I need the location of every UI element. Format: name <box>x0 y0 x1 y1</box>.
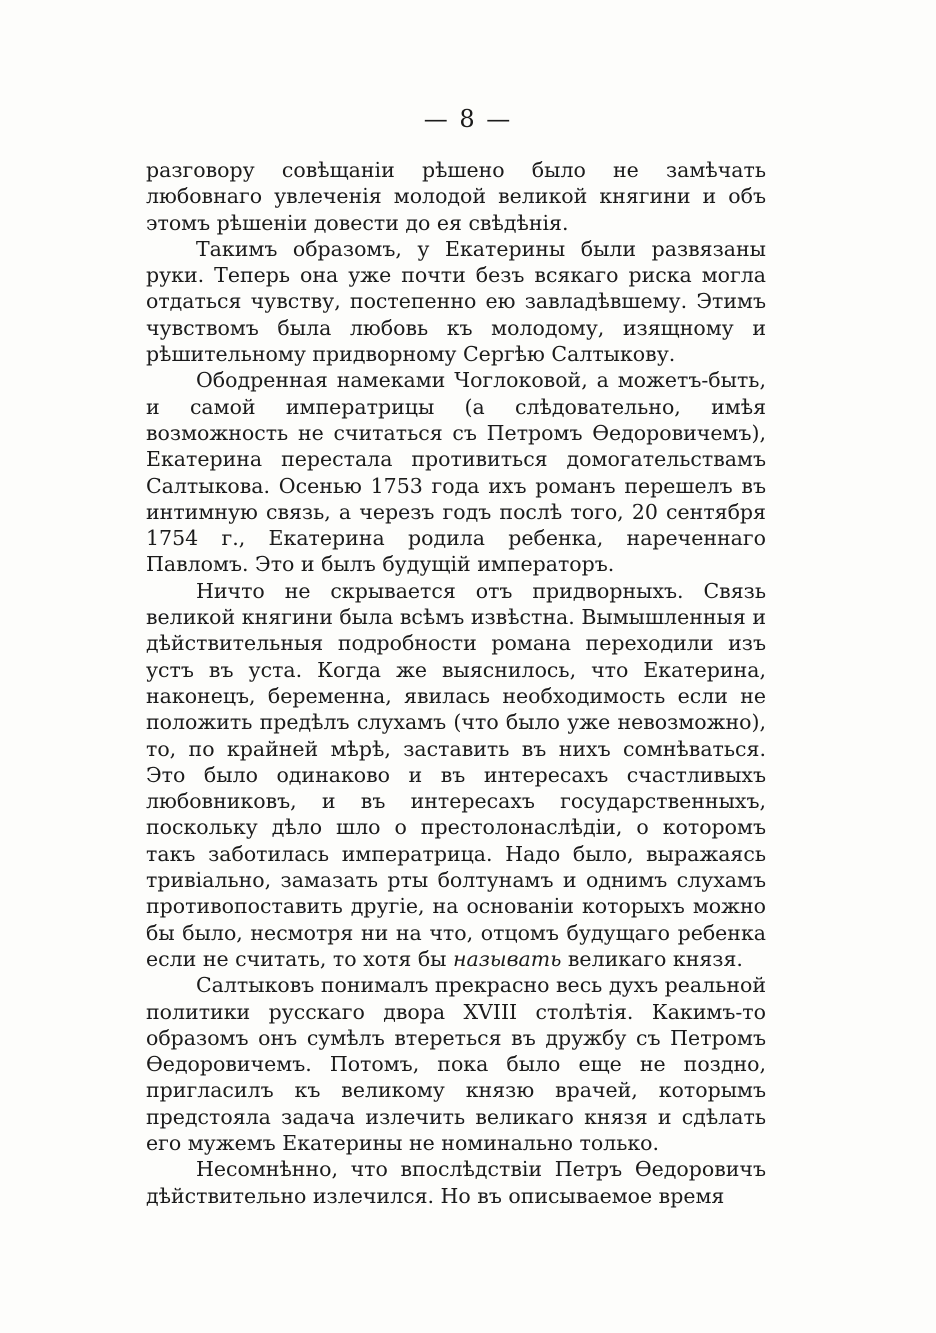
paragraph-5: Салтыковъ понималъ прекрасно весь духъ реальной политики русскаго двора XVIII столѣтія. Какимъ-то образомъ онъ сумѣлъ втереться въ дружбу съ Петромъ Ѳедоровичемъ. Потомъ, пока было еще не поздно, пригласилъ къ великому князю врачей, которымъ предстояла задача излечить великаго князя и сдѣлать его мужемъ Екатерины не номинально только. <box>146 973 766 1155</box>
paragraph-1: разговору совѣщаніи рѣшено было не замѣчать любовнаго увлеченія молодой великой княгини и объ этомъ рѣшеніи довести до ея свѣдѣнія. <box>146 158 766 235</box>
page-number: — 8 — <box>423 105 513 133</box>
paragraph-4-tail: великаго князя. <box>561 946 743 971</box>
paragraph-2: Такимъ образомъ, у Екатерины были развязаны руки. Теперь она уже почти безъ всякаго риска могла отдаться чувству, постепенно ею завладѣвшему. Этимъ чувствомъ была любовь къ молодому, изящному и рѣшительному придворному Сергѣю Салтыкову. <box>146 236 766 367</box>
page-text <box>146 157 766 1209</box>
emphasis-word: называть <box>453 946 562 971</box>
paragraph-4-body: Ничто не скрывается отъ придворныхъ. Связь великой княгини была всѣмъ извѣстна. Вымышленныя и дѣйствительныя подробности романа переходили изъ устъ въ уста. Когда же выяснилось, что Екатерина, наконецъ, беременна, явилась необходимость если не положить предѣлъ слухамъ (что было уже невозможно), то, по крайней мѣрѣ, заставить въ нихъ сомнѣваться. Это было одинаково и въ интересахъ счастливыхъ любовниковъ, и въ интересахъ государственныхъ, поскольку дѣло шло о престолонаслѣдіи, о которомъ такъ заботилась императрица. Надо было, выражаясь тривіально, замазать рты болтунамъ и однимъ слухамъ противопоставить другіе, на основаніи которыхъ можно бы было, несмотря ни на что, отцомъ будущаго ребенка если не считать, то хотя бы <box>146 578 766 971</box>
paragraph-6: Несомнѣнно, что впослѣдствіи Петръ Ѳедоровичъ дѣйствительно излечился. Но въ описываемое время <box>146 1157 766 1208</box>
paragraph-4 <box>146 578 766 972</box>
paragraph-3: Ободренная намеками Чоглоковой, а можетъ-быть, и самой императрицы (а слѣдовательно, имѣя возможность не считаться съ Петромъ Ѳедоровичемъ), Екатерина перестала противиться домогательствамъ Салтыкова. Осенью 1753 года ихъ романъ перешелъ въ интимную связь, а черезъ годъ послѣ того, 20 сентября 1754 г., Екатерина родила ребенка, нареченнаго Павломъ. Это и былъ будущій императоръ. <box>146 368 766 577</box>
